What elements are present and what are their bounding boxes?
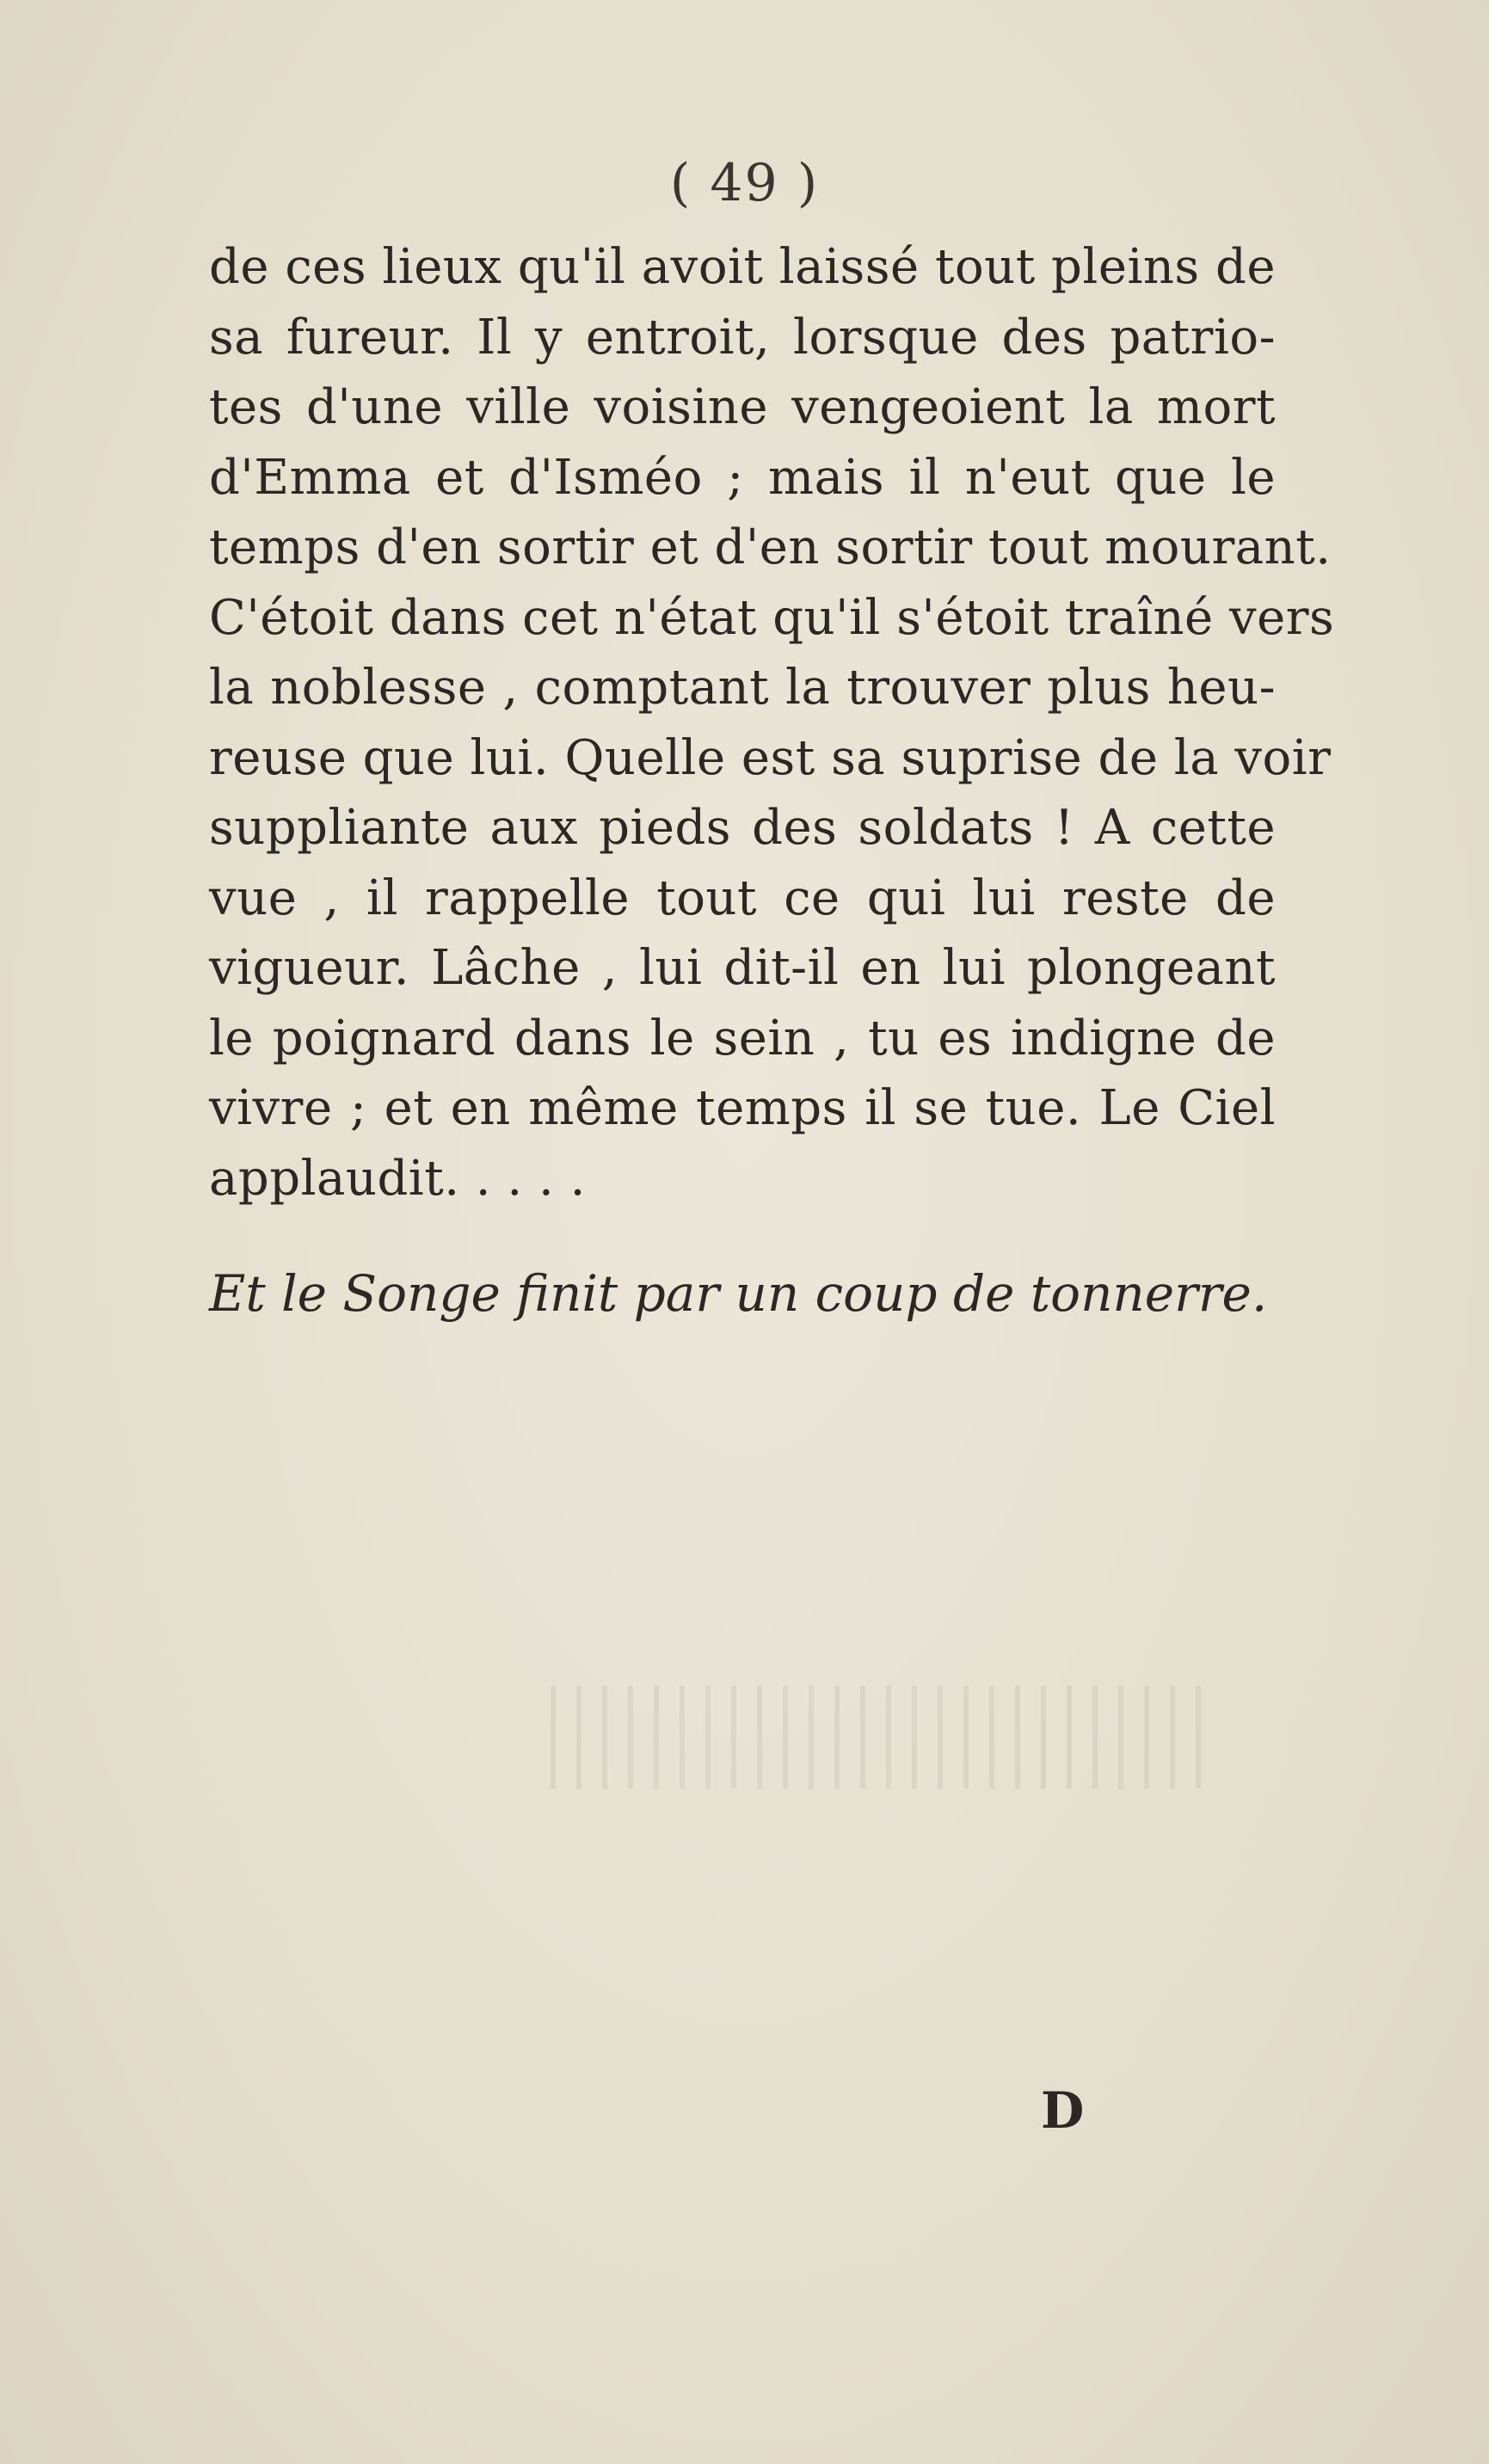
signature-mark: D	[1041, 2081, 1085, 2140]
text-line: vue , il rappelle tout ce qui lui reste de	[209, 869, 1276, 926]
text-line: C'étoit dans cet n'état qu'il s'étoit traîné vers	[209, 589, 1335, 646]
text-line: applaudit. . . . .	[209, 1150, 586, 1207]
text-line: suppliante aux pieds des soldats ! A cette	[209, 800, 1276, 856]
closing-line: Et le Songe finit par un coup de tonnerre.	[209, 1264, 1268, 1323]
text-line: vivre ; et en même temps il se tue. Le Ciel	[209, 1080, 1276, 1136]
body-text	[209, 232, 1335, 1214]
page-number: ( 49 )	[669, 153, 820, 213]
text-line: le poignard dans le sein , tu es indigne de	[209, 1010, 1276, 1066]
show-through-ink	[551, 1686, 1221, 1789]
text-line: tes d'une ville voisine vengeoient la mort	[209, 379, 1276, 435]
text-line: reuse que lui. Quelle est sa suprise de la voir	[209, 729, 1332, 786]
text-line: sa fureur. Il y entroit, lorsque des patrio-	[209, 309, 1276, 366]
text-line: temps d'en sortir et d'en sortir tout mourant.	[209, 519, 1332, 575]
text-line: de ces lieux qu'il avoit laissé tout pleins de	[209, 239, 1276, 295]
text-line: d'Emma et d'Isméo ; mais il n'eut que le	[209, 449, 1276, 506]
text-line: vigueur. Lâche , lui dit-il en lui plongeant	[209, 940, 1276, 996]
text-line: la noblesse , comptant la trouver plus heu-	[209, 660, 1276, 716]
